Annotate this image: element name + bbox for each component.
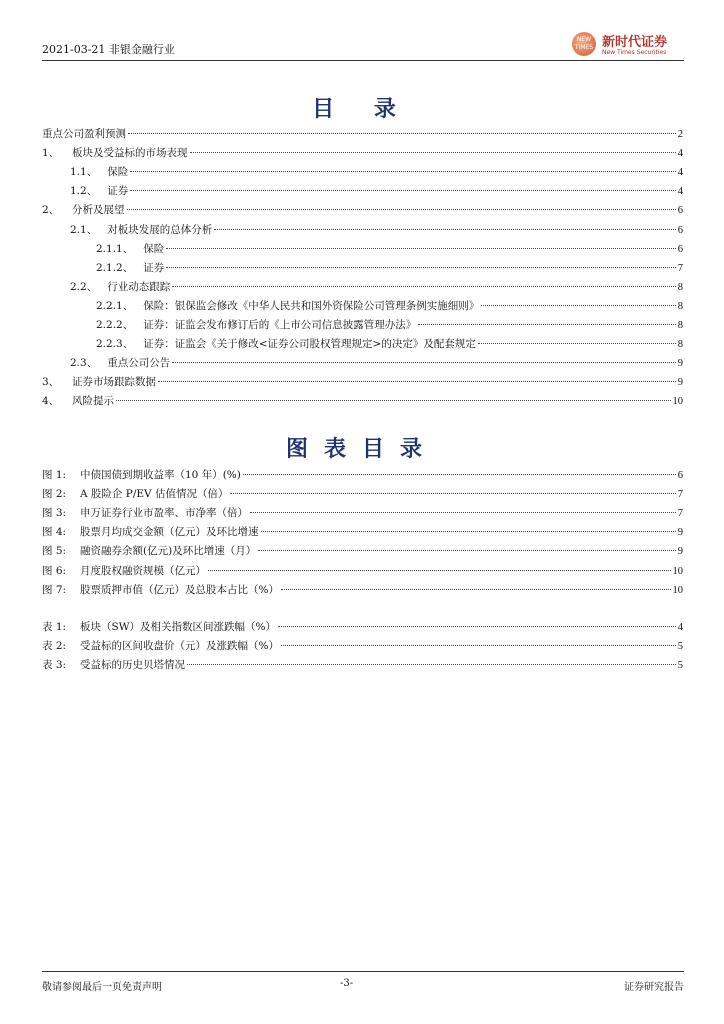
figure-entry[interactable] bbox=[42, 563, 683, 579]
toc-entry-leader bbox=[128, 133, 676, 134]
toc-entry-number: 2.1.1、 bbox=[96, 242, 134, 255]
toc-entry[interactable] bbox=[42, 374, 683, 390]
figure-entry-number: 图 2: bbox=[42, 488, 67, 501]
toc-entry-text: 证券：证监会发布修订后的《上市公司信息披露管理办法》 bbox=[143, 319, 417, 331]
toc-entry-page: 10 bbox=[672, 396, 683, 408]
figure-entry-page: 10 bbox=[672, 565, 683, 577]
toc-entry-page: 6 bbox=[677, 243, 683, 255]
figure-entry[interactable] bbox=[42, 486, 683, 502]
table-entry-number: 表 1: bbox=[42, 621, 67, 633]
toc-entry-page: 4 bbox=[677, 186, 683, 198]
toc-entry-leader bbox=[214, 229, 676, 230]
toc-entry-number: 4、 bbox=[42, 395, 60, 408]
toc-entry-leader bbox=[130, 171, 676, 172]
figure-entry-text: 申万证券行业市盈率、市净率（倍） bbox=[80, 507, 248, 520]
toc-entry[interactable] bbox=[70, 164, 683, 180]
toc-entry[interactable] bbox=[42, 126, 683, 142]
figure-entry-page: 10 bbox=[672, 584, 683, 596]
toc-entry-number: 1.2、 bbox=[70, 185, 98, 198]
figure-entry-text: A 股险企 P/EV 估值情况（倍） bbox=[80, 488, 229, 501]
toc-entry-number: 2.2.3、 bbox=[96, 338, 134, 351]
figure-entry-number: 图 5: bbox=[42, 545, 67, 558]
toc-entry-page: 6 bbox=[677, 205, 683, 217]
table-entry-number: 表 2: bbox=[42, 640, 67, 653]
toc-entry-leader bbox=[481, 305, 676, 306]
toc-entry-text: 行业动态跟踪 bbox=[107, 280, 171, 293]
figure-entry-leader bbox=[261, 531, 676, 532]
figure-entry-number: 图 6: bbox=[42, 564, 67, 577]
table-entry-page: 5 bbox=[677, 660, 683, 672]
toc-entry[interactable] bbox=[70, 183, 683, 199]
figure-entry-page: 7 bbox=[677, 489, 683, 501]
figure-entry-leader bbox=[208, 570, 671, 571]
logo-en-name: New Times Securities bbox=[602, 49, 667, 56]
toc-entry-text: 重点公司公告 bbox=[107, 357, 171, 370]
figure-entry-page: 9 bbox=[677, 527, 683, 539]
logo-cn-name: 新时代证券 bbox=[602, 35, 668, 50]
header-divider bbox=[42, 60, 684, 61]
toc-entry-page: 2 bbox=[677, 129, 683, 140]
toc-entry-page: 8 bbox=[677, 339, 683, 351]
footer-report-type: 证券研究报告 bbox=[624, 982, 684, 993]
toc-entry-leader bbox=[172, 362, 676, 363]
figure-entry-number: 图 3: bbox=[42, 507, 67, 520]
toc-entry-leader bbox=[158, 381, 676, 382]
toc-entry-page: 6 bbox=[677, 224, 683, 236]
table-entry-leader bbox=[281, 645, 676, 646]
toc-entry-number: 2.1、 bbox=[70, 223, 98, 236]
toc-entry-leader bbox=[116, 400, 671, 401]
table-entry-page: 5 bbox=[677, 641, 683, 653]
figure-entry[interactable] bbox=[42, 505, 683, 521]
toc-entry-number: 1.1、 bbox=[70, 166, 98, 179]
header-date-sector: 2021-03-21 非银金融行业 bbox=[42, 43, 175, 56]
figure-entry-text: 融资融券余额(亿元)及环比增速（月） bbox=[80, 545, 257, 558]
figure-entry[interactable] bbox=[42, 467, 683, 483]
toc-entry-leader bbox=[418, 324, 676, 325]
table-entry-page: 4 bbox=[677, 622, 683, 633]
toc-entry-text: 板块及受益标的市场表现 bbox=[72, 147, 188, 160]
figure-entry-leader bbox=[258, 550, 676, 551]
toc-entry-page: 8 bbox=[677, 300, 683, 312]
toc-entry-page: 9 bbox=[677, 358, 683, 370]
toc-entry-number: 2.1.2、 bbox=[96, 261, 134, 274]
table-entry-text: 受益标的区间收盘价（元）及涨跌幅（%） bbox=[80, 640, 279, 653]
table-entry[interactable] bbox=[42, 657, 683, 673]
toc-entry-leader bbox=[190, 152, 676, 153]
toc-entry-page: 7 bbox=[677, 262, 683, 274]
toc-entry[interactable] bbox=[42, 145, 683, 161]
toc-entry-text: 证券市场跟踪数据 bbox=[72, 376, 156, 389]
figure-entry-leader bbox=[230, 493, 675, 494]
toc-entry-leader bbox=[172, 286, 676, 287]
toc-entry[interactable] bbox=[96, 336, 683, 352]
figure-toc-title: 图表目录 bbox=[285, 436, 438, 462]
logo-mark-icon: NEW TIMES bbox=[572, 32, 596, 56]
toc-entry-text: 风险提示 bbox=[72, 395, 114, 408]
toc-entry-text: 对板块发展的总体分析 bbox=[107, 223, 213, 236]
toc-entry-text: 证券 bbox=[143, 261, 165, 274]
figure-entry-page: 9 bbox=[677, 546, 683, 558]
figure-entry-text: 股票质押市值（亿元）及总股本占比（%） bbox=[80, 583, 279, 596]
figure-entry-page: 6 bbox=[677, 470, 683, 481]
toc-entry[interactable] bbox=[42, 393, 683, 409]
table-entry[interactable] bbox=[42, 638, 683, 654]
table-entry-text: 板块（SW）及相关指数区间涨跌幅（%） bbox=[80, 621, 276, 633]
toc-entry[interactable] bbox=[96, 317, 683, 333]
figure-entry-number: 图 1: bbox=[42, 469, 67, 481]
figure-entry[interactable] bbox=[42, 524, 683, 540]
toc-entry-number: 3、 bbox=[42, 376, 60, 389]
toc-entry-text: 重点公司盈利预测 bbox=[42, 128, 126, 140]
toc-entry-page: 4 bbox=[677, 167, 683, 179]
figure-entry-text: 股票月均成交金额（亿元）及环比增速 bbox=[80, 526, 259, 539]
toc-entry-text: 证券 bbox=[107, 185, 129, 198]
toc-entry[interactable] bbox=[96, 260, 683, 276]
toc-entry-leader bbox=[166, 248, 676, 249]
toc-entry-leader bbox=[127, 209, 676, 210]
footer-disclaimer: 敬请参阅最后一页免责声明 bbox=[42, 982, 162, 993]
toc-entry-text: 分析及展望 bbox=[72, 204, 125, 217]
toc-entry-number: 1、 bbox=[42, 147, 60, 160]
toc-entry-leader bbox=[478, 343, 676, 344]
toc-entry-number: 2.3、 bbox=[70, 357, 98, 370]
figure-entry-text: 中债国债到期收益率（10 年）(%) bbox=[80, 469, 241, 481]
figure-entry[interactable] bbox=[42, 543, 683, 559]
toc-entry-leader bbox=[130, 190, 676, 191]
footer-page-number: -3- bbox=[340, 978, 354, 989]
toc-entry-number: 2、 bbox=[42, 204, 60, 217]
table-entry-number: 表 3: bbox=[42, 659, 67, 672]
toc-title: 目 录 bbox=[312, 96, 412, 122]
figure-entry-page: 7 bbox=[677, 508, 683, 520]
table-entry-leader bbox=[187, 664, 676, 665]
footer-divider bbox=[42, 971, 684, 972]
table-entry-leader bbox=[278, 626, 676, 627]
toc-entry[interactable] bbox=[70, 279, 683, 295]
figure-entry-text: 月度股权融资规模（亿元） bbox=[80, 564, 206, 577]
table-entry-text: 受益标的历史贝塔情况 bbox=[80, 659, 185, 672]
figure-entry-number: 图 4: bbox=[42, 526, 67, 539]
figure-entry-leader bbox=[281, 589, 671, 590]
table-entry[interactable] bbox=[42, 619, 683, 635]
toc-entry-number: 2.2.1、 bbox=[96, 299, 134, 312]
toc-entry-number: 2.2.2、 bbox=[96, 319, 134, 331]
toc-entry-page: 9 bbox=[677, 377, 683, 389]
toc-entry-text: 保险 bbox=[143, 242, 165, 255]
toc-entry-text: 保险 bbox=[107, 166, 129, 179]
toc-entry[interactable] bbox=[70, 222, 683, 238]
toc-entry-page: 8 bbox=[677, 320, 683, 331]
toc-entry[interactable] bbox=[96, 241, 683, 257]
toc-entry-text: 证券：证监会《关于修改<证券公司股权管理规定>的决定》及配套规定 bbox=[143, 338, 476, 351]
figure-entry-leader bbox=[243, 474, 676, 475]
company-logo bbox=[572, 30, 692, 60]
figure-entry[interactable] bbox=[42, 582, 683, 598]
toc-entry-page: 4 bbox=[677, 148, 683, 160]
figure-entry-number: 图 7: bbox=[42, 583, 67, 596]
toc-entry-leader bbox=[166, 267, 676, 268]
toc-entry[interactable] bbox=[70, 355, 683, 371]
toc-entry-number: 2.2、 bbox=[70, 280, 98, 293]
figure-entry-leader bbox=[250, 512, 676, 513]
toc-entry[interactable] bbox=[42, 202, 683, 218]
toc-entry-page: 8 bbox=[677, 281, 683, 293]
toc-entry[interactable] bbox=[96, 298, 683, 314]
toc-entry-text: 保险：银保监会修改《中华人民共和国外资保险公司管理条例实施细则》 bbox=[143, 299, 480, 312]
